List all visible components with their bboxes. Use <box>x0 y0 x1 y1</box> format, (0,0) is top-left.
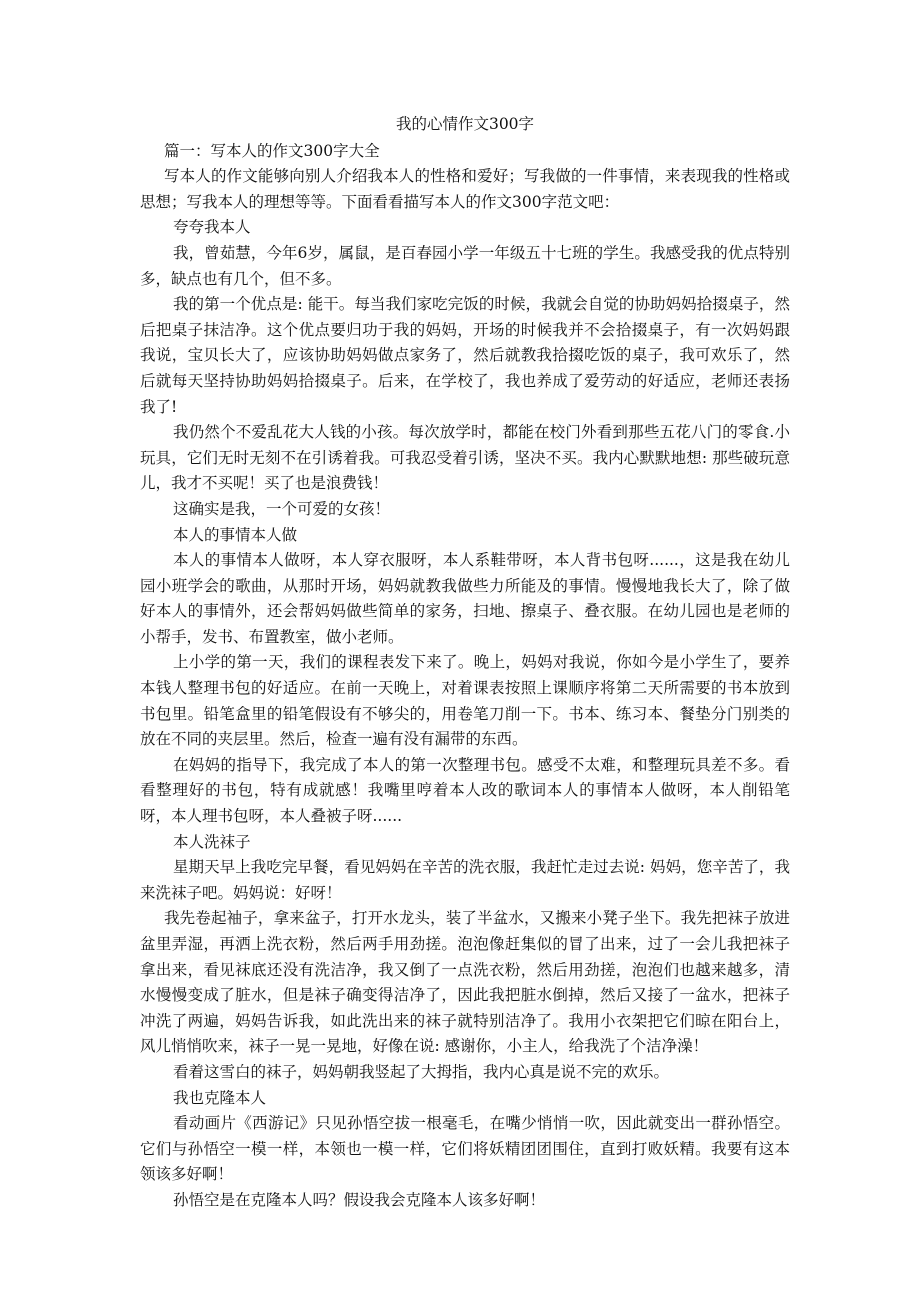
document-page <box>140 112 790 1214</box>
essay-paragraph: 这确实是我，一个可爱的女孩！ <box>173 499 391 518</box>
essay-title: 本人的事情本人做 <box>173 525 298 544</box>
essay-paragraph: 我仍然个不爱乱花大人钱的小孩。每次放学时，都能在校门外看到那些五花八门的零食.小玩具，它们无时无刻不在引诱着我。可我忍受着引诱，坚决不买。我内心默默地想: 那些破玩意儿，我才不买呢！买了也是浪费钱！ <box>140 423 790 493</box>
essay-paragraph: 看着这雪白的袜子，妈妈朝我竖起了大拇指，我内心真是说不完的欢乐。 <box>173 1062 670 1081</box>
essay-paragraph: 上小学的第一天，我们的课程表发下来了。晚上，妈妈对我说，你如今是小学生了，要养本钱人整理书包的好适应。在前一天晚上，对着课表按照上课顺序将第二天所需要的书本放到书包里。铅笔盒里的铅笔假设有不够尖的，用卷笔刀削一下。书本、练习本、餐垫分门别类的放在不同的夹层里。然后，检查一遍有没有漏带的东西。 <box>140 653 790 749</box>
section-heading: 篇一：写本人的作文300字大全 <box>164 141 380 160</box>
essay-paragraph: 看动画片《西游记》只见孙悟空拔一根毫毛，在嘴少悄悄一吹，因此就变出一群孙悟空。它们与孙悟空一模一样，本领也一模一样，它们将妖精团团围住，直到打败妖精。我要有这本领该多好啊！ <box>140 1114 790 1184</box>
essay-title: 本人洗袜子 <box>173 832 251 851</box>
essay-title: 夸夸我本人 <box>173 218 251 237</box>
essay-paragraph: 我的第一个优点是: 能干。每当我们家吃完饭的时候，我就会自觉的协助妈妈拾掇桌子，然后把桌子抹洁净。这个优点要归功于我的妈妈，开场的时候我并不会拾掇桌子，有一次妈妈跟我说，宝贝长大了，应该协助妈妈做点家务了，然后就教我拾掇吃饭的桌子，我可欢乐了，然后就每天坚持协助妈妈拾掇桌子。后来，在学校了，我也养成了爱劳动的好适应，老师还表扬我了! <box>140 295 790 416</box>
essay-paragraph: 孙悟空是在克隆本人吗？假设我会克隆本人该多好啊！ <box>173 1190 546 1209</box>
essay-title: 我也克隆本人 <box>173 1088 267 1107</box>
document-title: 我的心情作文300字 <box>395 115 535 133</box>
essay-paragraph: 我，曾茹慧，今年6岁，属鼠，是百春园小学一年级五十七班的学生。我感受我的优点特别多，缺点也有几个，但不多。 <box>140 243 790 288</box>
essay-paragraph: 本人的事情本人做呀，本人穿衣服呀，本人系鞋带呀，本人背书包呀......，这是我在幼儿园小班学会的歌曲，从那时开场，妈妈就教我做些力所能及的事情。慢慢地我长大了，除了做好本人的事情外，还会帮妈妈做些简单的家务，扫地、擦桌子、叠衣服。在幼儿园也是老师的小帮手，发书、布置教室，做小老师。 <box>140 551 790 646</box>
intro-paragraph: 写本人的作文能够向别人介绍我本人的性格和爱好；写我做的一件事情，来表现我的性格或思想；写我本人的理想等等。下面看看描写本人的作文300字范文吧： <box>140 167 790 211</box>
essay-paragraph: 我先卷起袖子，拿来盆子，打开水龙头，装了半盆水，又搬来小凳子坐下。我先把袜子放进盆里弄湿，再洒上洗衣粉，然后两手用劲搓。泡泡像赶集似的冒了出来，过了一会儿我把袜子拿出来，看见袜底还没有洗洁净，我又倒了一点洗衣粉，然后用劲搓，泡泡们也越来越多，清水慢慢变成了脏水，但是袜子确变得洁净了，因此我把脏水倒掉，然后又接了一盆水，把袜子冲洗了两遍，妈妈告诉我，如此洗出来的袜子就特别洁净了。我用小衣架把它们晾在阳台上，风儿悄悄吹来，袜子一晃一晃地，好像在说: 感谢你，小主人，给我洗了个洁净澡！ <box>140 909 790 1056</box>
essay-paragraph: 星期天早上我吃完早餐，看见妈妈在辛苦的洗衣服，我赶忙走过去说: 妈妈，您辛苦了，我来洗袜子吧。妈妈说：好呀！ <box>140 858 790 902</box>
essay-paragraph: 在妈妈的指导下，我完成了本人的第一次整理书包。感受不太难，和整理玩具差不多。看看整理好的书包，特有成就感！我嘴里哼着本人改的歌词本人的事情本人做呀，本人削铅笔呀，本人理书包呀，本人叠被子呀...... <box>140 755 790 826</box>
